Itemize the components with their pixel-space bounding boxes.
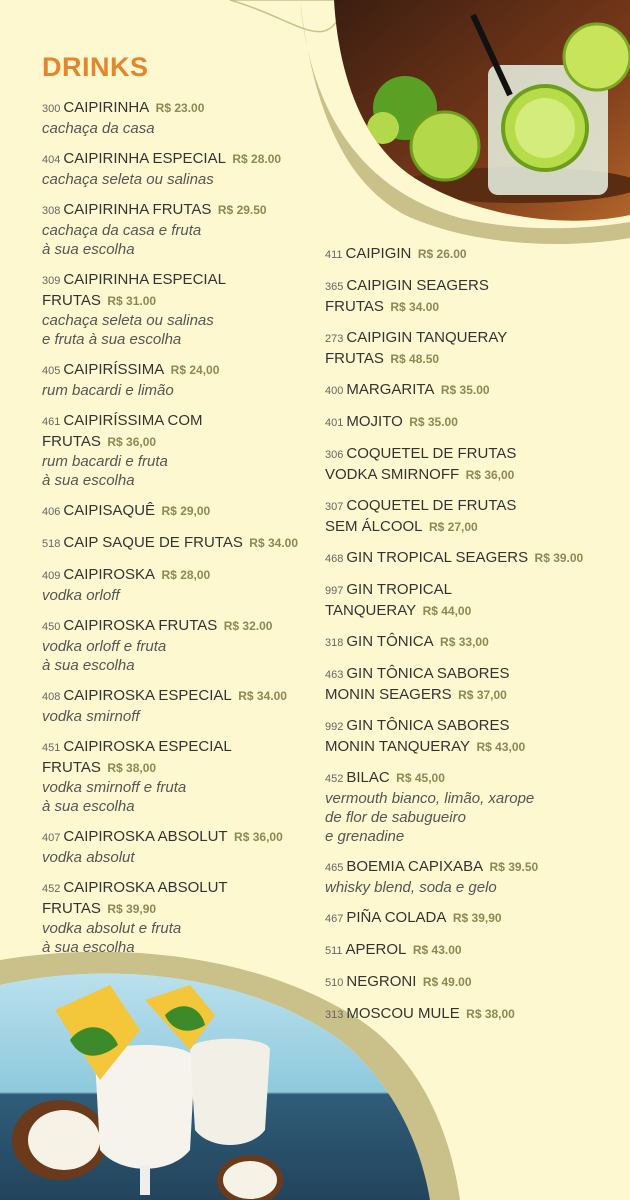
- item-name: CAIPIRÍSSIMA: [63, 361, 165, 378]
- item-code: 452: [325, 773, 344, 785]
- item-description: vodka smirnoff: [42, 708, 140, 725]
- item-name: CAIP SAQUE DE FRUTAS: [63, 534, 243, 551]
- item-name: CAIPIRINHA ESPECIAL: [63, 150, 226, 167]
- item-code: 518: [42, 538, 61, 550]
- item-name: PIÑA COLADA: [346, 909, 447, 926]
- item-code: 451: [42, 742, 61, 754]
- item-code: 400: [325, 385, 344, 397]
- item-code: 409: [42, 570, 61, 582]
- menu-item: [42, 827, 332, 867]
- item-price: R$ 28,00: [161, 568, 211, 582]
- item-name: CAIPIROSKA ABSOLUT: [63, 879, 228, 896]
- item-code: 461: [42, 416, 61, 428]
- item-price: R$ 23.00: [155, 101, 205, 115]
- item-price: R$ 49.00: [422, 975, 472, 989]
- menu-item: [325, 276, 625, 317]
- item-price: R$ 38,00: [466, 1007, 515, 1021]
- item-name: COQUETEL DE FRUTAS: [346, 497, 517, 514]
- item-description: cachaça seleta ou salinas: [42, 171, 214, 188]
- menu-column-left: [42, 98, 332, 968]
- item-price: R$ 39.00: [534, 551, 584, 565]
- item-code: 405: [42, 365, 61, 377]
- item-code: 467: [325, 913, 344, 925]
- item-name: FRUTAS: [42, 900, 101, 917]
- item-name: CAIPIRINHA FRUTAS: [63, 201, 212, 218]
- item-name: MOJITO: [346, 413, 403, 430]
- item-price: R$ 39.50: [489, 860, 539, 874]
- menu-item: [42, 501, 332, 522]
- item-price: R$ 36,00: [465, 468, 515, 482]
- item-description: rum bacardi e limão: [42, 382, 174, 399]
- menu-item: [325, 1004, 625, 1025]
- item-price: R$ 38,00: [107, 761, 157, 775]
- menu-item: [325, 972, 625, 993]
- menu-item: [42, 270, 332, 349]
- item-name: FRUTAS: [325, 298, 384, 315]
- item-name: FRUTAS: [42, 759, 101, 776]
- menu-column-right: [325, 244, 625, 1036]
- menu-item: [325, 632, 625, 653]
- item-price: R$ 31.00: [107, 294, 157, 308]
- item-description: whisky blend, soda e gelo: [325, 879, 497, 896]
- item-code: 307: [325, 501, 344, 513]
- menu-item: [42, 616, 332, 675]
- item-price: R$ 37,00: [458, 688, 507, 702]
- item-name: GIN TÔNICA SABORES: [346, 717, 510, 734]
- item-name: MONIN SEAGERS: [325, 686, 452, 703]
- item-code: 465: [325, 862, 344, 874]
- menu-item: [42, 737, 332, 816]
- item-price: R$ 35.00: [409, 415, 458, 429]
- item-name: APEROL: [345, 941, 407, 958]
- item-price: R$ 33,00: [440, 635, 489, 649]
- item-code: 450: [42, 621, 61, 633]
- item-code: 313: [325, 1009, 344, 1021]
- item-name: GIN TÔNICA: [346, 633, 434, 650]
- item-description: vodka orloff e fruta à sua escolha: [42, 638, 167, 674]
- item-price: R$ 48.50: [390, 352, 440, 366]
- item-description: vodka absolut: [42, 849, 135, 866]
- item-name: CAIPIROSKA ESPECIAL: [63, 687, 232, 704]
- menu-item: [325, 940, 625, 961]
- item-name: CAIPIRINHA: [63, 99, 150, 116]
- item-code: 468: [325, 553, 344, 565]
- item-code: 411: [325, 249, 343, 261]
- item-code: 306: [325, 449, 344, 461]
- item-name: MOSCOU MULE: [346, 1005, 460, 1022]
- item-code: 463: [325, 669, 344, 681]
- item-code: 318: [325, 637, 344, 649]
- menu-item: [42, 149, 332, 189]
- menu-item: [42, 878, 332, 957]
- item-description: cachaça seleta ou salinas e fruta à sua escolha: [42, 312, 214, 348]
- item-code: 401: [325, 417, 344, 429]
- item-name: NEGRONI: [346, 973, 417, 990]
- item-name: CAIPIGIN: [345, 245, 412, 262]
- item-price: R$ 35.00: [440, 383, 490, 397]
- menu-item: [325, 857, 625, 897]
- menu-item: [42, 360, 332, 400]
- item-price: R$ 34.00: [238, 689, 287, 703]
- item-name: GIN TROPICAL SEAGERS: [346, 549, 529, 566]
- item-code: 404: [42, 154, 61, 166]
- item-code: 308: [42, 205, 61, 217]
- menu-title: DRINKS: [42, 52, 149, 82]
- item-description: vodka orloff: [42, 587, 120, 604]
- item-price: R$ 43.00: [412, 943, 462, 957]
- menu-item: [325, 328, 625, 369]
- item-price: R$ 29,00: [161, 504, 211, 518]
- item-price: R$ 27,00: [428, 520, 478, 534]
- caipirinha-photo: [330, 0, 630, 240]
- item-name: BOEMIA CAPIXABA: [346, 858, 484, 875]
- item-code: 510: [325, 977, 344, 989]
- item-code: 273: [325, 333, 344, 345]
- item-description: vodka absolut e fruta à sua escolha: [42, 920, 182, 956]
- item-code: 408: [42, 691, 61, 703]
- menu-item: [42, 686, 332, 726]
- item-name: CAIPIROSKA ABSOLUT: [63, 828, 228, 845]
- menu-item: [325, 664, 625, 705]
- item-price: R$ 36,00: [107, 435, 157, 449]
- item-price: R$ 28.00: [232, 152, 282, 166]
- menu-item: [42, 533, 332, 554]
- menu-item: [325, 908, 625, 929]
- item-name: CAIPIROSKA ESPECIAL: [63, 738, 232, 755]
- item-price: R$ 26.00: [417, 247, 467, 261]
- item-name: FRUTAS: [42, 433, 101, 450]
- item-name: GIN TROPICAL: [346, 581, 452, 598]
- item-name: CAIPIGIN TANQUERAY: [346, 329, 508, 346]
- menu-item: [325, 412, 625, 433]
- menu-item: [42, 98, 332, 138]
- menu-item: [325, 768, 625, 846]
- item-name: VODKA SMIRNOFF: [325, 466, 460, 483]
- item-name: CAIPIRÍSSIMA COM: [63, 412, 203, 429]
- item-description: rum bacardi e fruta à sua escolha: [42, 453, 168, 489]
- item-name: FRUTAS: [325, 350, 384, 367]
- item-price: R$ 34.00: [390, 300, 440, 314]
- item-name: CAIPISAQUÊ: [63, 502, 156, 519]
- item-price: R$ 29.50: [217, 203, 267, 217]
- item-code: 365: [325, 281, 344, 293]
- item-description: vodka smirnoff e fruta à sua escolha: [42, 779, 187, 815]
- item-code: 300: [42, 103, 61, 115]
- item-code: 406: [42, 506, 61, 518]
- menu-item: [42, 565, 332, 605]
- item-description: cachaça da casa: [42, 120, 155, 137]
- item-price: R$ 39,90: [107, 902, 157, 916]
- item-price: R$ 32.00: [223, 619, 273, 633]
- item-price: R$ 36,00: [234, 830, 283, 844]
- item-name: BILAC: [346, 769, 390, 786]
- item-price: R$ 39,90: [452, 911, 502, 925]
- menu-item: [325, 244, 625, 265]
- item-code: 992: [325, 721, 344, 733]
- item-code: 407: [42, 832, 61, 844]
- item-name: TANQUERAY: [325, 602, 417, 619]
- menu-item: [325, 444, 625, 485]
- item-name: MONIN TANQUERAY: [325, 738, 471, 755]
- item-description: cachaça da casa e fruta à sua escolha: [42, 222, 202, 258]
- menu-item: [42, 411, 332, 490]
- menu-item: [325, 380, 625, 401]
- item-price: R$ 43,00: [476, 740, 526, 754]
- item-code: 511: [325, 945, 343, 957]
- menu-item: [325, 580, 625, 621]
- item-code: 452: [42, 883, 61, 895]
- item-name: GIN TÔNICA SABORES: [346, 665, 510, 682]
- item-name: MARGARITA: [346, 381, 435, 398]
- item-name: SEM ÁLCOOL: [325, 518, 423, 535]
- item-name: CAIPIROSKA FRUTAS: [63, 617, 218, 634]
- menu-item: [325, 548, 625, 569]
- item-name: COQUETEL DE FRUTAS: [346, 445, 517, 462]
- item-price: R$ 44,00: [422, 604, 472, 618]
- item-code: 309: [42, 275, 61, 287]
- item-name: CAIPIRINHA ESPECIAL: [63, 271, 226, 288]
- item-code: 997: [325, 585, 344, 597]
- menu-item: [325, 496, 625, 537]
- menu-item: [42, 200, 332, 259]
- item-name: CAIPIROSKA: [63, 566, 156, 583]
- menu-item: [325, 716, 625, 757]
- item-price: R$ 34.00: [249, 536, 298, 550]
- item-name: FRUTAS: [42, 292, 101, 309]
- item-description: vermouth bianco, limão, xarope de flor de sabugueiro e grenadine: [325, 790, 535, 845]
- item-price: R$ 24,00: [170, 363, 220, 377]
- item-name: CAIPIGIN SEAGERS: [346, 277, 489, 294]
- item-price: R$ 45,00: [396, 771, 445, 785]
